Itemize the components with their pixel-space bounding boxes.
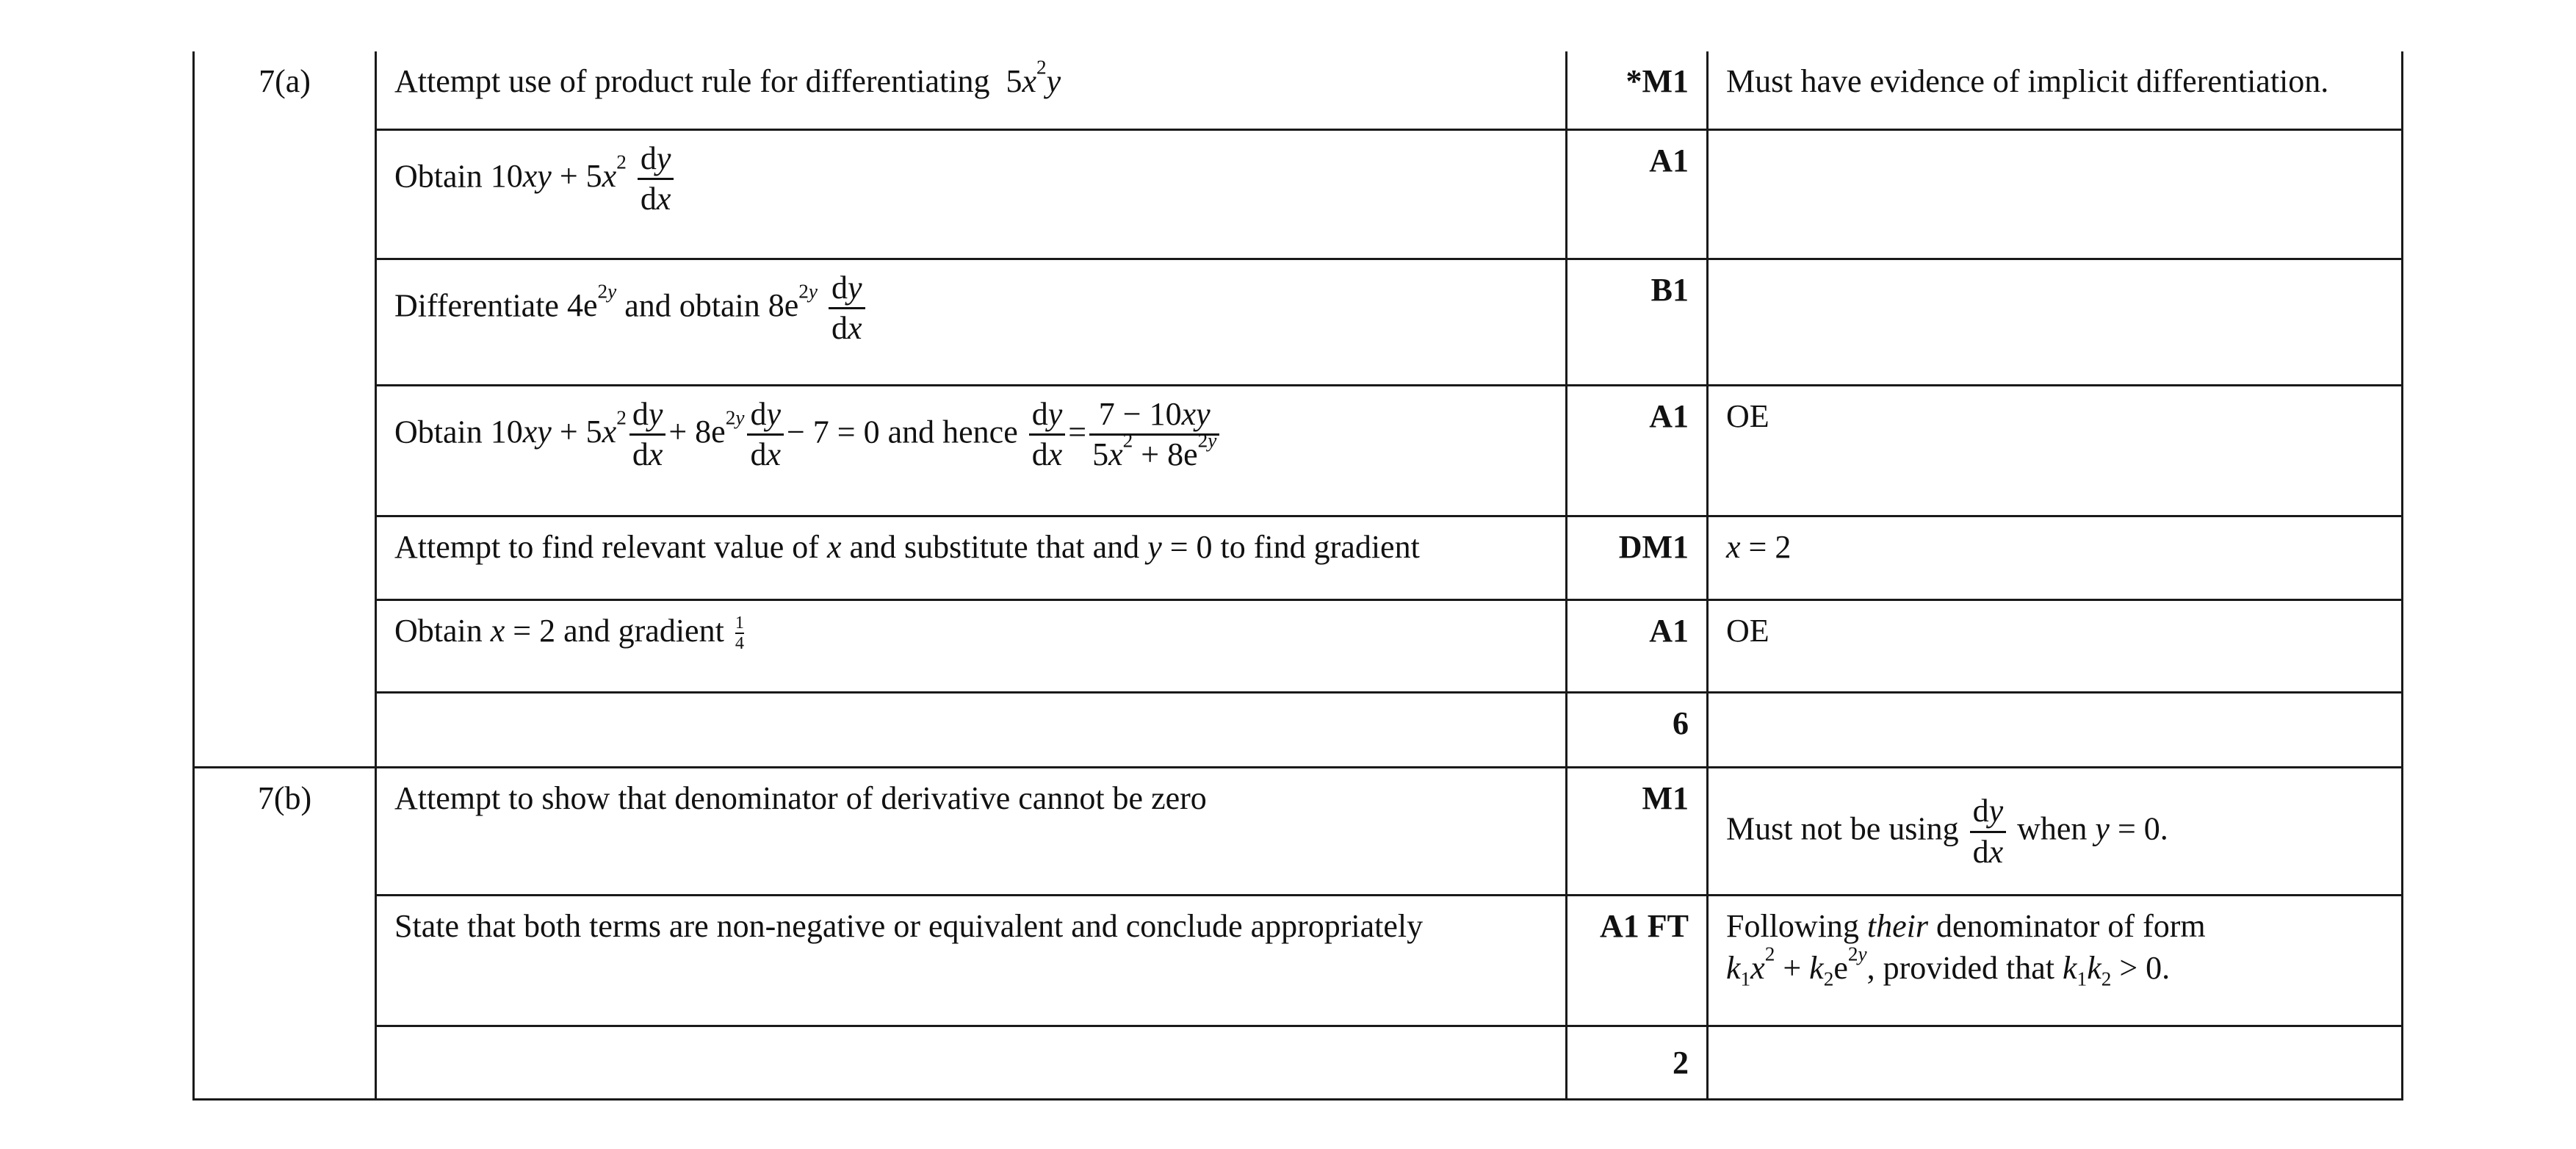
guidance-cell [1708, 259, 2403, 385]
guidance-math: $k_1k_2 > 0$. [2063, 949, 2171, 990]
answer-cell: Obtain $10xy + 5x^2$ $\frac{dy}{dx}$ + $8e^{2y}$ $\frac{dy}{dx}$ − 7 = 0 and hence $\frac{dy}{dx}$ = $\frac{7 - 10xy}{5x^2 + 8e^{2y}}$ [376, 385, 1567, 516]
table-row [194, 385, 2403, 516]
mark-scheme-table [192, 51, 2403, 1101]
gradient-fraction: $\frac{7 - 10xy}{5x^2 + 8e^{2y}}$ [1089, 395, 1219, 475]
table-row [194, 51, 2403, 129]
guidance-math: y = 0. [2095, 810, 2168, 847]
table-row [194, 895, 2403, 1026]
answer-cell [376, 1026, 1567, 1099]
guidance-math: x = 2 [1726, 528, 1792, 565]
mark-cell: A1 [1567, 599, 1708, 692]
answer-cell: Obtain x = 2 and gradient $\frac{1}{4}$ [376, 599, 1567, 692]
answer-cell: Obtain $10xy + 5x^2$ $\frac{dy}{dx}$ [376, 129, 1567, 259]
guidance-cell: OE [1708, 385, 2403, 516]
answer-cell: Differentiate $4e^{2y}$ and obtain $8e^{2y}$ $\frac{dy}{dx}$ [376, 259, 1567, 385]
guidance-math: $k_1x^2 + k_2e^{2y}$, [1726, 943, 1875, 990]
table-row [194, 259, 2403, 385]
total-mark: 6 [1567, 692, 1708, 767]
table-row [194, 129, 2403, 259]
table-row [194, 767, 2403, 895]
math-expr: x = 2 [490, 612, 556, 649]
guidance-cell [1708, 516, 2403, 599]
mark-cell: A1 [1567, 129, 1708, 259]
derivative-fraction: $\frac{dy}{dx}$ [638, 140, 674, 220]
mark-cell: M1 [1567, 767, 1708, 895]
derivative-fraction: $\frac{dy}{dx}$ [747, 395, 784, 475]
table-row [194, 599, 2403, 692]
small-fraction: $\frac{1}{4}$ [735, 612, 744, 654]
total-row [194, 1026, 2403, 1099]
derivative-fraction: $\frac{dy}{dx}$ [829, 269, 865, 349]
math-expr: $4e^{2y}$ [566, 280, 617, 323]
guidance-cell: OE [1708, 599, 2403, 692]
mark-cell: *M1 [1567, 51, 1708, 129]
guidance-cell [1708, 129, 2403, 259]
question-number-7a: 7(a) [194, 51, 376, 767]
guidance-cell [1708, 1026, 2403, 1099]
derivative-fraction: $\frac{dy}{dx}$ [629, 395, 666, 475]
mark-cell: A1 [1567, 385, 1708, 516]
answer-cell [376, 692, 1567, 767]
guidance-cell: Must not be using $\frac{dy}{dx}$ when y = 0. [1708, 767, 2403, 895]
math-expr: $5x^2y$ [997, 56, 1061, 99]
guidance-cell: Following their denominator of form $k_1x^2 + k_2e^{2y}$, provided that $k_1k_2 > 0$. [1708, 895, 2403, 1026]
mark-cell: A1 FT [1567, 895, 1708, 1026]
math-expr: $8e^{2y}$ [768, 280, 818, 323]
math-expr: y = 0 [1147, 528, 1213, 565]
derivative-fraction: $\frac{dy}{dx}$ [1970, 792, 2007, 872]
math-expr: $10xy + 5x^2$ [490, 406, 627, 450]
derivative-fraction: $\frac{dy}{dx}$ [1029, 395, 1066, 475]
answer-cell: Attempt to find relevant value of x and substitute that and y = 0 to find gradient [376, 516, 1567, 599]
table-row [194, 516, 2403, 599]
question-number-7b: 7(b) [194, 767, 376, 1099]
guidance-cell [1708, 692, 2403, 767]
total-mark: 2 [1567, 1026, 1708, 1099]
guidance-cell: Must have evidence of implicit differentiation. [1708, 51, 2403, 129]
total-row [194, 692, 2403, 767]
answer-cell: Attempt use of product rule for differentiating $5x^2y$ [376, 51, 1567, 129]
answer-cell: Attempt to show that denominator of derivative cannot be zero [376, 767, 1567, 895]
answer-cell: State that both terms are non-negative or equivalent and conclude appropriately [376, 895, 1567, 1026]
mark-cell: DM1 [1567, 516, 1708, 599]
math-expr: $10xy + 5x^2$ [490, 151, 627, 194]
mark-cell: B1 [1567, 259, 1708, 385]
